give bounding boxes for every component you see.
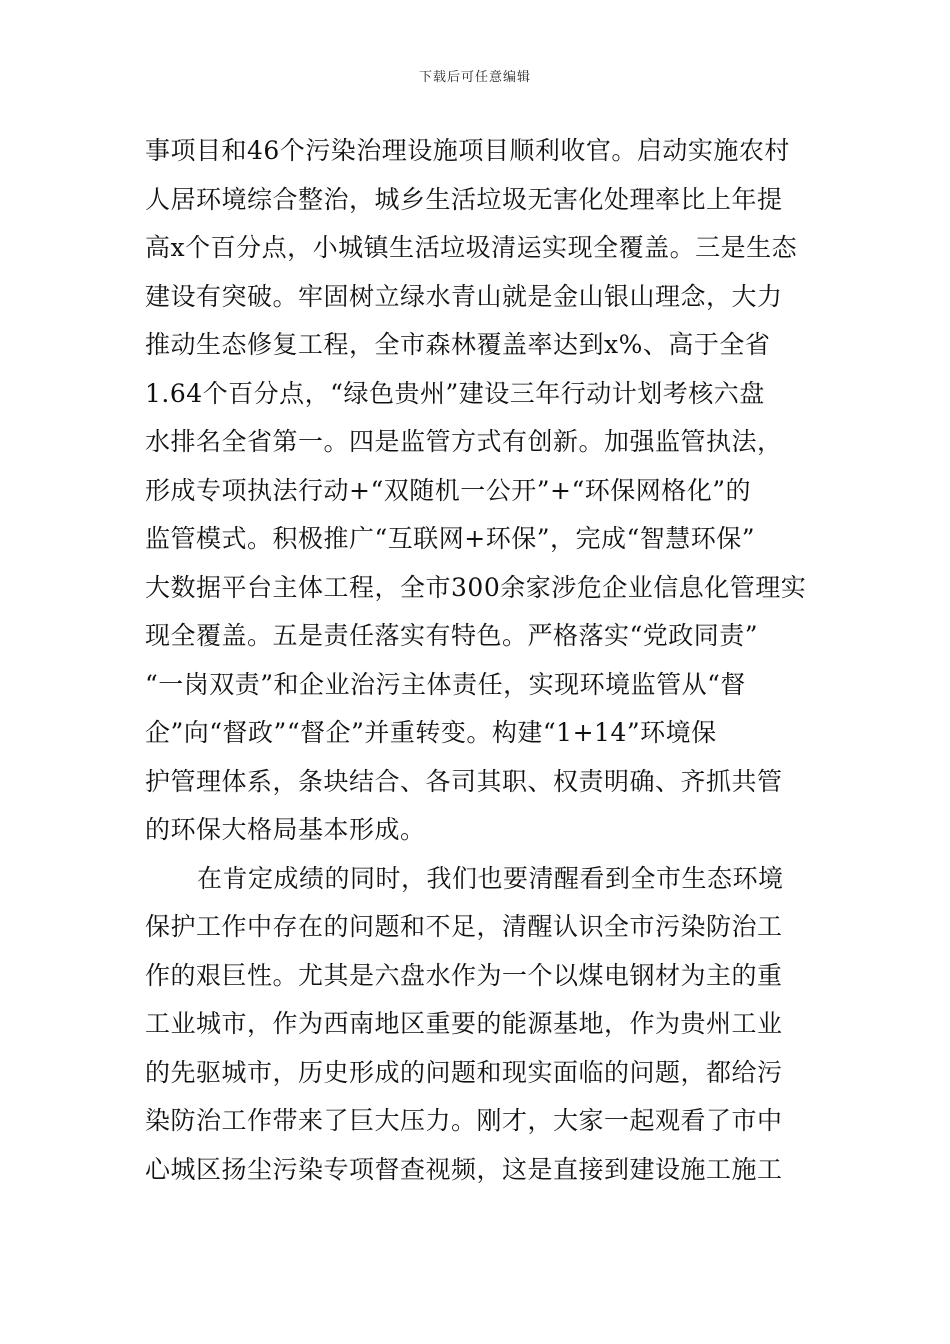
text-line: 作的艰巨性。尤其是六盘水作为一个以煤电钢材为主的重 <box>145 960 783 990</box>
text-line: “一岗双责”和企业治污主体责任，实现环境监管从“督 <box>145 669 746 699</box>
text-line: 推动生态修复工程，全市森林覆盖率达到x%、高于全省 <box>145 330 771 359</box>
text-line: 高x个百分点，小城镇生活垃圾清运实现全覆盖。三是生态 <box>145 233 798 262</box>
text-line: 心城区扬尘污染专项督查视频，这是直接到建设施工施工 <box>145 1154 783 1184</box>
text-line: 护管理体系，条块结合、各司其职、权责明确、齐抓共管 <box>145 766 783 796</box>
text-line: 形成专项执法行动+“双随机一公开”+“环保网格化”的 <box>145 475 752 505</box>
text-line: 监管模式。积极推广“互联网+环保”，完成“智慧环保” <box>145 524 756 553</box>
text-line: 建设有突破。牢固树立绿水青山就是金山银山理念，大力 <box>145 281 783 311</box>
text-line: 现全覆盖。五是责任落实有特色。严格落实“党政同责” <box>145 621 759 650</box>
text-line: 保护工作中存在的问题和不足，清醒认识全市污染防治工 <box>145 912 783 941</box>
text-line: 的先驱城市，历史形成的问题和现实面临的问题，都给污 <box>145 1057 783 1087</box>
text-line: 工业城市，作为西南地区重要的能源基地，作为贵州工业 <box>145 1009 783 1038</box>
document-body <box>145 127 825 1194</box>
text-line: 的环保大格局基本形成。 <box>145 815 426 844</box>
text-line: 大数据平台主体工程，全市300余家涉危企业信息化管理实 <box>145 572 807 602</box>
text-line: 人居环境综合整治，城乡生活垃圾无害化处理率比上年提 <box>145 184 783 214</box>
text-line: 企”向“督政”“督企”并重转变。构建“1+14”环境保 <box>145 718 717 747</box>
text-line: 事项目和46个污染治理设施项目顺利收官。启动实施农村 <box>145 136 790 165</box>
text-line: 1.64个百分点，“绿色贵州”建设三年行动计划考核六盘 <box>145 378 765 408</box>
text-line: 染防治工作带来了巨大压力。刚才，大家一起观看了市中 <box>145 1106 783 1135</box>
paragraph-first-line: 在肯定成绩的同时，我们也要清醒看到全市生态环境 <box>197 863 784 893</box>
text-line: 水排名全省第一。四是监管方式有创新。加强监管执法， <box>145 427 783 456</box>
page-header: 下载后可任意编辑 <box>418 70 531 85</box>
